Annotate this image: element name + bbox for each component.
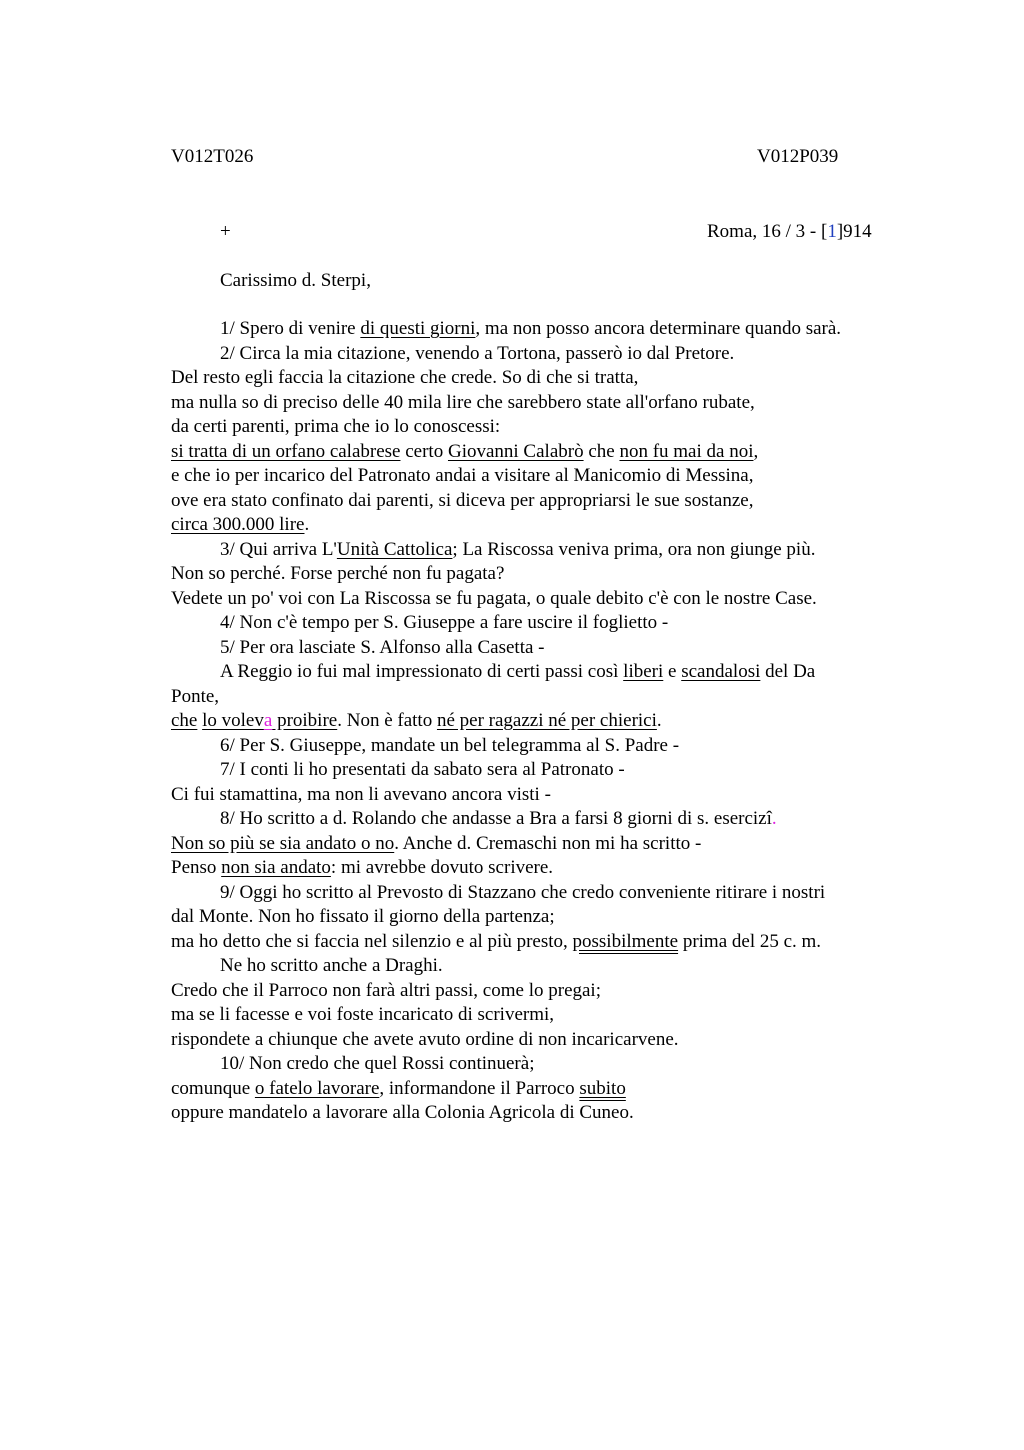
text-line: 7/ I conti li ho presentati da sabato sera al Patronato - xyxy=(220,759,625,780)
text-line: 10/ Non credo che quel Rossi continuerà; xyxy=(220,1053,535,1074)
letter-date: Roma, 16 / 3 - [1]914 xyxy=(707,221,872,242)
text-line: e che io per incarico del Patronato andai a visitare al Manicomio di Messina, xyxy=(171,465,754,486)
text-line: ma ho detto che si faccia nel silenzio e al più presto, possibilmente prima del 25 c. m. xyxy=(171,931,822,952)
text-line: dal Monte. Non ho fissato il giorno della partenza; xyxy=(171,906,555,927)
text-line: Del resto egli faccia la citazione che crede. So di che si tratta, xyxy=(171,367,639,388)
text-line: oppure mandatelo a lavorare alla Colonia Agricola di Cuneo. xyxy=(171,1102,634,1123)
text-line: Ne ho scritto anche a Draghi. xyxy=(220,955,443,976)
text-line: ma nulla so di preciso delle 40 mila lire che sarebbero state all'orfano rubate, xyxy=(171,392,755,413)
text-line: Ponte, xyxy=(171,686,220,707)
text-line: si tratta di un orfano calabrese certo Giovanni Calabrò che non fu mai da noi, xyxy=(171,441,759,462)
document-code-right: V012P039 xyxy=(757,146,839,167)
text-line: 6/ Per S. Giuseppe, mandate un bel telegramma al S. Padre - xyxy=(220,735,680,756)
text-line: A Reggio io fui mal impressionato di certi passi così liberi e scandalosi del Da xyxy=(220,661,816,682)
cross-mark: + xyxy=(220,221,231,242)
text-line: Ci fui stamattina, ma non li avevano ancora visti - xyxy=(171,784,551,805)
document-code-left: V012T026 xyxy=(171,146,254,167)
text-line: Vedete un po' voi con La Riscossa se fu pagata, o quale debito c'è con le nostre Case. xyxy=(171,588,817,609)
text-line: comunque o fatelo lavorare, informandone il Parroco subito xyxy=(171,1078,626,1099)
text-line: ma se li facesse e voi foste incaricato di scrivermi, xyxy=(171,1004,555,1025)
text-line: da certi parenti, prima che io lo conoscessi: xyxy=(171,416,501,437)
text-line: circa 300.000 lire. xyxy=(171,514,310,535)
salutation: Carissimo d. Sterpi, xyxy=(220,270,371,291)
text-line: Non so più se sia andato o no. Anche d. Cremaschi non mi ha scritto - xyxy=(171,833,702,854)
text-line: rispondete a chiunque che avete avuto ordine di non incaricarvene. xyxy=(171,1029,679,1050)
text-line: 2/ Circa la mia citazione, venendo a Tortona, passerò io dal Pretore. xyxy=(220,343,735,364)
text-line: Credo che il Parroco non farà altri passi, come lo pregai; xyxy=(171,980,601,1001)
text-line: ove era stato confinato dai parenti, si diceva per appropriarsi le sue sostanze, xyxy=(171,490,754,511)
text-line: 1/ Spero di venire di questi giorni, ma non posso ancora determinare quando sarà. xyxy=(220,318,842,339)
text-line: 4/ Non c'è tempo per S. Giuseppe a fare uscire il foglietto - xyxy=(220,612,669,633)
text-line: 9/ Oggi ho scritto al Prevosto di Stazzano che credo conveniente ritirare i nostri xyxy=(220,882,826,903)
text-line: Non so perché. Forse perché non fu pagata? xyxy=(171,563,505,584)
text-line: Penso non sia andato: mi avrebbe dovuto scrivere. xyxy=(171,857,554,878)
text-line: 3/ Qui arriva L'Unità Cattolica; La Riscossa veniva prima, ora non giunge più. xyxy=(220,539,816,560)
text-line: 8/ Ho scritto a d. Rolando che andasse a Bra a farsi 8 giorni di s. esercizî. xyxy=(220,808,777,829)
text-line: 5/ Per ora lasciate S. Alfonso alla Casetta - xyxy=(220,637,545,658)
text-line: che lo voleva proibire. Non è fatto né per ragazzi né per chierici. xyxy=(171,710,662,731)
